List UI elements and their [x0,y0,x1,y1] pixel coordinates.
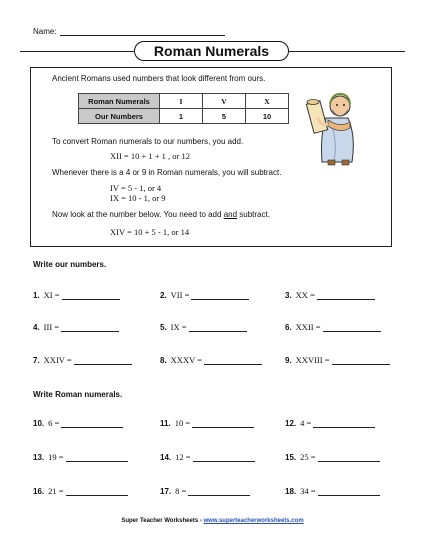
question-expression: 21 = [48,486,64,496]
intro-line-3: Whenever there is a 4 or 9 in Roman numerals, you will subtract. [52,168,282,177]
table-row-label: Our Numbers [79,109,160,124]
answer-blank[interactable] [204,356,262,365]
answer-blank[interactable] [66,487,128,496]
question-number: 7. [33,356,40,365]
answer-blank[interactable] [74,356,132,365]
question-15 [285,452,380,462]
roman-man-with-scroll-icon [300,84,372,168]
answer-blank[interactable] [313,419,375,428]
question-number: 6. [285,323,292,332]
example-2a: IV = 5 - 1, or 4 [110,183,162,193]
question-expression: XXII = [295,322,321,332]
question-number: 11. [160,419,171,428]
answer-blank[interactable] [318,453,380,462]
question-3 [285,290,375,300]
question-number: 16. [33,487,45,496]
footer [0,518,425,524]
question-expression: IX = [170,322,187,332]
question-7 [33,355,132,365]
section-1-title: Write our numbers. [33,260,107,269]
answer-blank[interactable] [318,487,380,496]
answer-blank[interactable] [189,323,247,332]
question-expression: XX = [295,290,315,300]
question-5 [160,322,247,332]
answer-blank[interactable] [332,356,390,365]
table-cell: 5 [203,109,246,124]
question-expression: 6 = [48,418,60,428]
answer-blank[interactable] [317,291,375,300]
footer-link[interactable]: www.superteacherworksheets.com [203,518,304,524]
question-expression: XXVIII = [295,355,330,365]
table-cell: I [160,94,203,109]
question-expression: 25 = [300,452,316,462]
question-number: 18. [285,487,297,496]
intro-line-4 [52,210,270,219]
question-number: 13. [33,453,45,462]
name-row [33,27,225,36]
name-field[interactable] [60,27,225,36]
roman-numerals-table [78,93,289,124]
question-expression: 19 = [48,452,64,462]
table-cell: X [246,94,289,109]
question-number: 14. [160,453,172,462]
intro-line-1: Ancient Romans used numbers that look different from ours. [52,74,266,83]
question-2 [160,290,249,300]
question-13 [33,452,128,462]
table-row-label: Roman Numerals [79,94,160,109]
question-expression: XXIV = [43,355,72,365]
example-3: XIV = 10 + 5 - 1, or 14 [110,227,190,237]
example-2b: IX = 10 - 1, or 9 [110,193,166,203]
question-number: 15. [285,453,297,462]
question-expression: XXXV = [170,355,202,365]
table-cell: V [203,94,246,109]
question-number: 2. [160,291,167,300]
answer-blank[interactable] [323,323,381,332]
question-10 [33,418,123,428]
question-expression: 10 = [174,418,191,428]
table-cell: 10 [246,109,289,124]
question-14 [160,452,255,462]
question-number: 12. [285,419,297,428]
question-expression: VII = [170,290,190,300]
intro-line-4-pre: Now look at the number below. You need to add [52,210,224,219]
question-number: 5. [160,323,167,332]
question-expression: 4 = [300,418,312,428]
question-12 [285,418,375,428]
question-number: 1. [33,291,40,300]
question-expression: III = [43,322,60,332]
question-expression: 8 = [175,486,187,496]
intro-line-4-post: subtract. [237,210,270,219]
answer-blank[interactable] [61,323,119,332]
intro-line-2: To convert Roman numerals to our numbers, you add. [52,137,244,146]
footer-separator: - [198,518,204,524]
question-6 [285,322,381,332]
example-1: XII = 10 + 1 + 1 , or 12 [110,151,191,161]
question-expression: 34 = [300,486,316,496]
question-number: 4. [33,323,40,332]
question-number: 8. [160,356,167,365]
page-title: Roman Numerals [134,41,289,61]
question-9 [285,355,390,365]
footer-brand: Super Teacher Worksheets [121,518,199,524]
answer-blank[interactable] [188,487,250,496]
name-label: Name: [33,27,57,36]
table-row [79,94,289,109]
question-4 [33,322,119,332]
answer-blank[interactable] [66,453,128,462]
question-17 [160,486,250,496]
question-16 [33,486,128,496]
question-expression: 12 = [175,452,191,462]
answer-blank[interactable] [61,419,123,428]
question-number: 9. [285,356,292,365]
answer-blank[interactable] [62,291,120,300]
answer-blank[interactable] [191,291,249,300]
question-8 [160,355,262,365]
table-cell: 1 [160,109,203,124]
answer-blank[interactable] [193,453,255,462]
question-18 [285,486,380,496]
question-11 [160,418,254,428]
section-2-title: Write Roman numerals. [33,390,123,399]
intro-line-4-and: and [223,210,238,219]
question-expression: XI = [43,290,60,300]
question-number: 3. [285,291,292,300]
question-1 [33,290,120,300]
question-number: 17. [160,487,172,496]
answer-blank[interactable] [192,419,254,428]
question-number: 10. [33,419,45,428]
table-row [79,109,289,124]
